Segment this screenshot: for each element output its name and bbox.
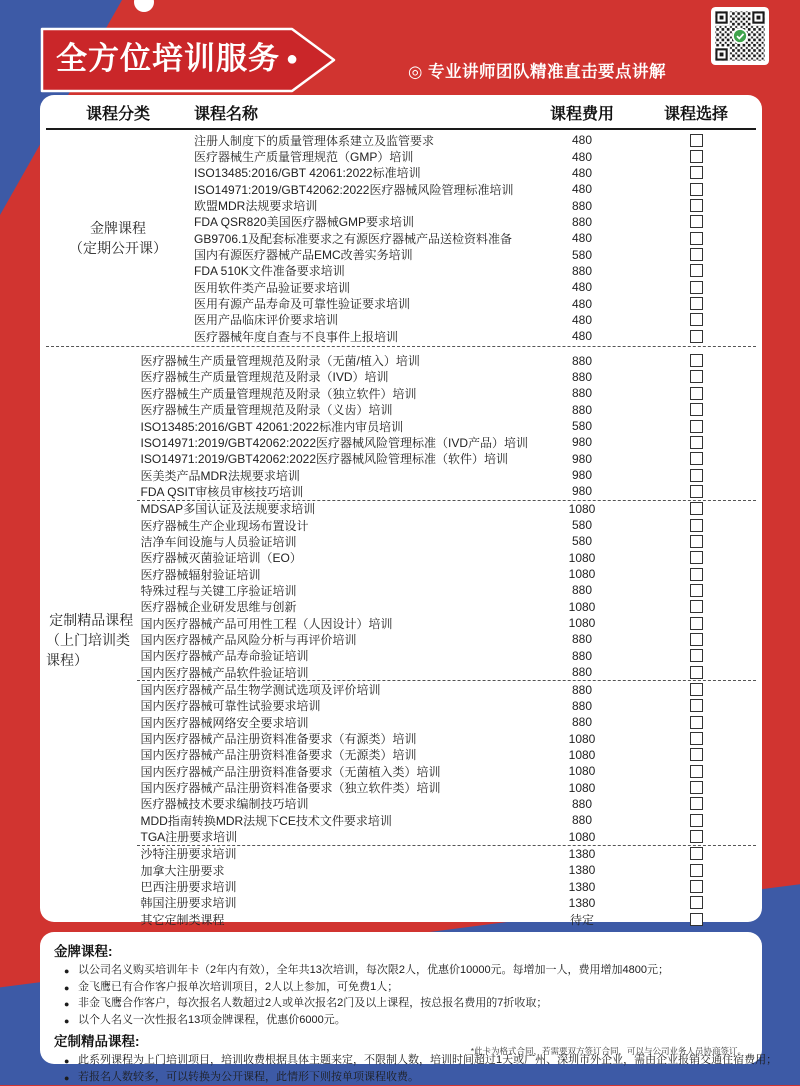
course-fee: 1080 <box>568 550 596 565</box>
course-fee: 1380 <box>568 863 596 878</box>
course-checkbox[interactable] <box>690 502 703 515</box>
course-checkbox[interactable] <box>690 297 703 310</box>
course-checkbox[interactable] <box>690 864 703 877</box>
course-fee: 580 <box>571 518 593 533</box>
course-fee: 1080 <box>568 567 596 582</box>
course-name: 医疗器械企业研发思维与创新 <box>140 600 297 615</box>
course-checkbox[interactable] <box>690 150 703 163</box>
note-bullet: ● 若报名人数较多，可以转换为公开课程，此情形下则按单项课程收费。 <box>54 1069 748 1086</box>
course-checkcell <box>636 519 756 532</box>
table-row <box>137 862 756 878</box>
course-checkcell <box>636 666 756 679</box>
course-checkbox[interactable] <box>690 403 703 416</box>
course-fee: 880 <box>571 665 593 680</box>
course-checkbox[interactable] <box>690 330 703 343</box>
course-checkcell <box>636 215 756 228</box>
header-course-select: 课程选择 <box>663 106 728 123</box>
course-checkbox[interactable] <box>690 354 703 367</box>
rows-wrap <box>137 350 756 929</box>
course-checkcell <box>636 568 756 581</box>
course-fee: 980 <box>571 484 593 499</box>
course-name: 国内医疗器械产品注册资料准备要求（独立软件类）培训 <box>140 781 441 796</box>
course-fee: 480 <box>571 182 593 197</box>
note-bullet: ● 非金飞鹰合作客户，每次报名人数超过2人或单次报名2门及以上课程，按总报名费用的7折收取； <box>54 995 748 1012</box>
table-row <box>137 730 756 746</box>
course-name: 医用有源产品寿命及可靠性验证要求培训 <box>194 297 411 312</box>
course-name: 医疗器械生产质量管理规范及附录（义齿）培训 <box>140 403 393 418</box>
course-fee: 1080 <box>568 780 596 795</box>
course-checkcell <box>636 765 756 778</box>
course-name: 其它定制类课程 <box>140 912 225 927</box>
table-row <box>137 681 756 697</box>
course-checkcell <box>636 896 756 909</box>
course-checkbox[interactable] <box>690 387 703 400</box>
course-name: 医疗器械技术要求编制技巧培训 <box>140 797 309 812</box>
course-name: 国内医疗器械产品生物学测试选项及评价培训 <box>140 683 381 698</box>
course-fee: 1080 <box>568 501 596 516</box>
course-fee: 980 <box>571 435 593 450</box>
course-checkbox[interactable] <box>690 313 703 326</box>
table-row <box>137 878 756 894</box>
course-name: 国内医疗器械可靠性试验要求培训 <box>140 699 321 714</box>
course-checkcell <box>636 166 756 179</box>
course-checkcell <box>636 683 756 696</box>
course-checkbox[interactable] <box>690 232 703 245</box>
category-line: （上门培训类课程） <box>46 631 130 668</box>
course-name: ISO13485:2016/GBT 42061:2022标准内审员培训 <box>140 419 404 434</box>
table-row <box>190 246 756 262</box>
course-fee: 480 <box>571 149 593 164</box>
table-row <box>137 698 756 714</box>
course-checkcell <box>636 313 756 326</box>
course-fee: 980 <box>571 451 593 466</box>
course-fee: 待定 <box>569 912 594 927</box>
course-checkcell <box>636 502 756 515</box>
course-checkbox[interactable] <box>690 880 703 893</box>
course-checkbox[interactable] <box>690 134 703 147</box>
course-checkcell <box>636 248 756 261</box>
rows-wrap <box>190 130 756 346</box>
course-fee: 880 <box>571 682 593 697</box>
course-checkbox[interactable] <box>690 199 703 212</box>
course-name: 洁净车间设施与人员验证培训 <box>140 534 297 549</box>
course-name: FDA QSIT审核员审核技巧培训 <box>140 484 304 499</box>
course-fee: 880 <box>571 353 593 368</box>
course-name: 国内医疗器械产品注册资料准备要求（无菌植入类）培训 <box>140 764 441 779</box>
course-name: MDD指南转换MDR法规下CE技术文件要求培训 <box>140 813 392 828</box>
course-checkbox[interactable] <box>690 551 703 564</box>
course-checkbox[interactable] <box>690 264 703 277</box>
course-name: MDSAP多国认证及法规要求培训 <box>140 502 316 517</box>
course-checkcell <box>636 617 756 630</box>
course-fee: 1080 <box>568 616 596 631</box>
table-row <box>190 279 756 295</box>
subtitle-tagline: ◎ 专业讲师团队精准直击要点讲解 <box>408 63 666 81</box>
course-name: 国内医疗器械产品寿命验证培训 <box>140 649 309 664</box>
course-fee: 880 <box>571 402 593 417</box>
course-checkcell <box>636 649 756 662</box>
table-row <box>190 263 756 279</box>
course-checkcell <box>636 797 756 810</box>
table-row <box>137 846 756 862</box>
course-name: ISO13485:2016/GBT 42061:2022标准培训 <box>194 166 421 181</box>
course-checkcell <box>636 264 756 277</box>
course-fee: 1080 <box>568 829 596 844</box>
course-checkbox[interactable] <box>690 469 703 482</box>
table-row <box>190 295 756 311</box>
course-name: 国内有源医疗器械产品EMC改善实务培训 <box>194 248 413 263</box>
course-name: 国内医疗器械产品注册资料准备要求（有源类）培训 <box>140 732 417 747</box>
course-name: FDA 510K文件准备要求培训 <box>194 264 345 279</box>
course-checkbox[interactable] <box>690 765 703 778</box>
course-fee: 880 <box>571 715 593 730</box>
course-name: GB9706.1及配套标准要求之有源医疗器械产品送检资料准备 <box>194 231 513 246</box>
course-fee: 580 <box>571 534 593 549</box>
table-row <box>137 483 756 499</box>
course-checkbox[interactable] <box>690 370 703 383</box>
course-checkcell <box>636 297 756 310</box>
course-checkcell <box>636 420 756 433</box>
course-name: 韩国注册要求培训 <box>140 896 237 911</box>
course-fee: 480 <box>571 329 593 344</box>
course-fee: 1380 <box>568 846 596 861</box>
course-checkcell <box>636 485 756 498</box>
course-checkbox[interactable] <box>690 797 703 810</box>
course-checkbox[interactable] <box>690 781 703 794</box>
notes-card <box>40 932 778 1083</box>
course-fee: 1380 <box>568 879 596 894</box>
course-checkbox[interactable] <box>690 452 703 465</box>
table-row <box>137 599 756 615</box>
table-row <box>137 664 756 680</box>
course-checkbox[interactable] <box>690 683 703 696</box>
table-row <box>137 352 756 368</box>
course-name: 国内医疗器械产品可用性工程（人因设计）培训 <box>140 616 393 631</box>
course-section <box>46 130 756 346</box>
course-fee: 880 <box>571 583 593 598</box>
table-row <box>137 517 756 533</box>
row-group <box>137 680 756 844</box>
course-fee: 1080 <box>568 747 596 762</box>
table-row <box>137 451 756 467</box>
course-checkbox[interactable] <box>690 814 703 827</box>
table-row <box>190 197 756 213</box>
table-row <box>137 402 756 418</box>
table-row <box>137 812 756 828</box>
course-checkbox[interactable] <box>690 600 703 613</box>
table-row <box>190 312 756 328</box>
course-checkcell <box>636 830 756 843</box>
course-fee: 480 <box>571 231 593 246</box>
course-name: 沙特注册要求培训 <box>140 847 237 862</box>
course-checkcell <box>636 150 756 163</box>
course-name: 特殊过程与关键工序验证培训 <box>140 583 297 598</box>
course-fee: 880 <box>571 813 593 828</box>
course-checkcell <box>636 452 756 465</box>
course-fee: 480 <box>571 165 593 180</box>
course-checkbox[interactable] <box>690 748 703 761</box>
course-fee: 880 <box>571 796 593 811</box>
table-row <box>137 779 756 795</box>
course-name: 医疗器械生产企业现场布置设计 <box>140 518 309 533</box>
course-fee: 880 <box>571 698 593 713</box>
course-checkcell <box>636 370 756 383</box>
course-checkbox[interactable] <box>690 281 703 294</box>
course-name: FDA QSR820美国医疗器械GMP要求培训 <box>194 215 415 230</box>
course-checkcell <box>636 913 756 926</box>
course-checkbox[interactable] <box>690 732 703 745</box>
note-group-title: 定制精品课程: <box>54 1034 140 1049</box>
table-row <box>137 615 756 631</box>
course-checkbox[interactable] <box>690 617 703 630</box>
row-group <box>190 132 756 344</box>
table-body <box>46 130 756 930</box>
course-checkbox[interactable] <box>690 666 703 679</box>
course-fee: 1080 <box>568 764 596 779</box>
course-checkcell <box>636 748 756 761</box>
course-fee: 880 <box>571 198 593 213</box>
course-name: ISO14971:2019/GBT42062:2022医疗器械风险管理标准培训 <box>194 182 514 197</box>
table-row <box>190 165 756 181</box>
decorative-dot <box>134 0 154 12</box>
category-line: 定制精品课程 <box>49 611 134 628</box>
course-fee: 980 <box>571 468 593 483</box>
course-checkbox[interactable] <box>690 485 703 498</box>
title-banner <box>40 26 340 94</box>
course-checkbox[interactable] <box>690 649 703 662</box>
header-course-fee: 课程费用 <box>549 106 614 123</box>
course-checkcell <box>636 880 756 893</box>
table-row <box>190 328 756 344</box>
qr-code <box>711 7 769 65</box>
category-line: 金牌课程 <box>90 220 146 237</box>
course-fee: 880 <box>571 632 593 647</box>
table-row <box>190 132 756 148</box>
course-checkbox[interactable] <box>690 699 703 712</box>
table-row <box>137 467 756 483</box>
course-checkcell <box>636 584 756 597</box>
row-group <box>137 352 756 499</box>
course-checkcell <box>636 387 756 400</box>
course-fee: 880 <box>571 214 593 229</box>
table-row <box>137 369 756 385</box>
course-fee: 480 <box>571 133 593 148</box>
course-fee: 880 <box>571 648 593 663</box>
course-checkbox[interactable] <box>690 519 703 532</box>
course-checkbox[interactable] <box>690 535 703 548</box>
table-row <box>137 911 756 927</box>
course-fee: 1080 <box>568 731 596 746</box>
table-row <box>137 828 756 844</box>
course-checkbox[interactable] <box>690 913 703 926</box>
course-checkbox[interactable] <box>690 847 703 860</box>
course-checkbox[interactable] <box>690 166 703 179</box>
course-name: ISO14971:2019/GBT42062:2022医疗器械风险管理标准（IVD产品）培训 <box>140 435 528 450</box>
page-title: 全方位培训服务 ● <box>56 41 300 76</box>
course-fee: 880 <box>571 263 593 278</box>
course-name: 医疗器械辐射验证培训 <box>140 567 261 582</box>
course-checkbox[interactable] <box>690 830 703 843</box>
banner-dot: ● <box>286 48 300 70</box>
note-bullet: ● 以公司名义购买培训年卡（2年内有效），全年共13次培训，每次限2人，优惠价10000元。每增加一人，费用增加4800元； <box>54 962 748 979</box>
course-checkcell <box>636 633 756 646</box>
course-name: 医用产品临床评价要求培训 <box>194 313 339 328</box>
course-checkbox[interactable] <box>690 215 703 228</box>
course-checkcell <box>636 600 756 613</box>
course-checkbox[interactable] <box>690 436 703 449</box>
course-checkbox[interactable] <box>690 584 703 597</box>
contract-footnote: *此卡为格式合同，若需要双方签订合同，可以与公司业务人员协商签订。 <box>470 1046 746 1056</box>
course-checkcell <box>636 330 756 343</box>
table-row <box>137 385 756 401</box>
course-checkcell <box>636 354 756 367</box>
course-name: TGA注册要求培训 <box>140 830 238 845</box>
course-checkbox[interactable] <box>690 183 703 196</box>
header-course-name: 课程名称 <box>194 106 259 123</box>
course-fee: 580 <box>571 419 593 434</box>
course-checkcell <box>636 199 756 212</box>
course-fee: 1380 <box>568 895 596 910</box>
course-name: ISO14971:2019/GBT42062:2022医疗器械风险管理标准（软件）培训 <box>140 452 508 467</box>
note-group-title: 金牌课程: <box>54 944 113 959</box>
notes-container <box>54 940 778 1085</box>
course-name: 加拿大注册要求 <box>140 863 225 878</box>
course-name: 欧盟MDR法规要求培训 <box>194 199 318 214</box>
course-checkcell <box>636 699 756 712</box>
course-checkcell <box>636 436 756 449</box>
table-row <box>137 418 756 434</box>
course-fee: 480 <box>571 312 593 327</box>
course-fee: 880 <box>571 386 593 401</box>
note-bullet: ● 金飞鹰已有合作客户报单次培训项目，2人以上参加，可免费1人； <box>54 979 748 996</box>
table-row <box>137 582 756 598</box>
table-row <box>137 631 756 647</box>
course-name: 医美类产品MDR法规要求培训 <box>140 468 300 483</box>
course-checkbox[interactable] <box>690 633 703 646</box>
course-checkbox[interactable] <box>690 420 703 433</box>
header-category: 课程分类 <box>85 106 150 123</box>
course-name: 医疗器械灭菌验证培训（EO） <box>140 551 302 566</box>
course-checkbox[interactable] <box>690 568 703 581</box>
table-row <box>137 747 756 763</box>
course-name: 医疗器械生产质量管理规范及附录（IVD）培训 <box>140 370 389 385</box>
course-checkcell <box>636 134 756 147</box>
table-row <box>137 895 756 911</box>
course-fee: 580 <box>571 247 593 262</box>
table-row <box>137 796 756 812</box>
course-checkcell <box>636 732 756 745</box>
course-checkcell <box>636 847 756 860</box>
table-row <box>190 181 756 197</box>
table-row <box>137 434 756 450</box>
note-bullet: ● 以个人名义一次性报名13项金牌课程，优惠价6000元。 <box>54 1012 748 1029</box>
course-name: 医疗器械年度自查与不良事件上报培训 <box>194 329 399 344</box>
table-row <box>137 533 756 549</box>
course-checkcell <box>636 716 756 729</box>
row-group <box>137 500 756 681</box>
course-checkcell <box>636 551 756 564</box>
course-checkcell <box>636 864 756 877</box>
course-name: 医疗器械生产质量管理规范（GMP）培训 <box>194 150 414 165</box>
course-checkcell <box>636 183 756 196</box>
course-checkcell <box>636 814 756 827</box>
table-row <box>190 148 756 164</box>
course-checkcell <box>636 781 756 794</box>
course-checkbox[interactable] <box>690 716 703 729</box>
course-name: 医用软件类产品验证要求培训 <box>194 280 351 295</box>
course-section <box>46 346 756 929</box>
course-checkbox[interactable] <box>690 896 703 909</box>
course-checkcell <box>636 469 756 482</box>
course-checkcell <box>636 281 756 294</box>
course-name: 国内医疗器械产品风险分析与再评价培训 <box>140 632 357 647</box>
table-row <box>137 566 756 582</box>
note-bullet: ● 此系列课程为上门培训项目，培训收费根据具体主题来定，不限制人数，培训时间超过1天或广州、深圳市外企业，需由企业报销交通住宿费用； <box>54 1052 748 1069</box>
course-checkcell <box>636 232 756 245</box>
table-row <box>190 230 756 246</box>
table-row <box>137 763 756 779</box>
course-checkcell <box>636 403 756 416</box>
table-row <box>190 214 756 230</box>
table-row <box>137 714 756 730</box>
table-row <box>137 648 756 664</box>
course-name: 国内医疗器械产品注册资料准备要求（无源类）培训 <box>140 748 417 763</box>
course-name: 注册人制度下的质量管理体系建立及监管要求 <box>194 133 435 148</box>
row-group <box>137 845 756 928</box>
course-fee: 880 <box>571 369 593 384</box>
course-name: 国内医疗器械产品软件验证培训 <box>140 665 309 680</box>
category-label <box>46 130 190 346</box>
category-label <box>46 350 137 929</box>
course-table-card <box>40 95 762 927</box>
course-name: 巴西注册要求培训 <box>140 880 237 895</box>
course-fee: 480 <box>571 280 593 295</box>
course-name: 医疗器械生产质量管理规范及附录（独立软件）培训 <box>140 386 417 401</box>
course-name: 国内医疗器械网络安全要求培训 <box>140 715 309 730</box>
course-fee: 1080 <box>568 599 596 614</box>
table-row <box>137 550 756 566</box>
course-checkcell <box>636 535 756 548</box>
course-checkbox[interactable] <box>690 248 703 261</box>
course-name: 医疗器械生产质量管理规范及附录（无菌/植入）培训 <box>140 354 420 369</box>
table-row <box>137 501 756 517</box>
category-line: （定期公开课） <box>69 240 167 257</box>
course-fee: 480 <box>571 296 593 311</box>
table-header <box>46 97 756 130</box>
